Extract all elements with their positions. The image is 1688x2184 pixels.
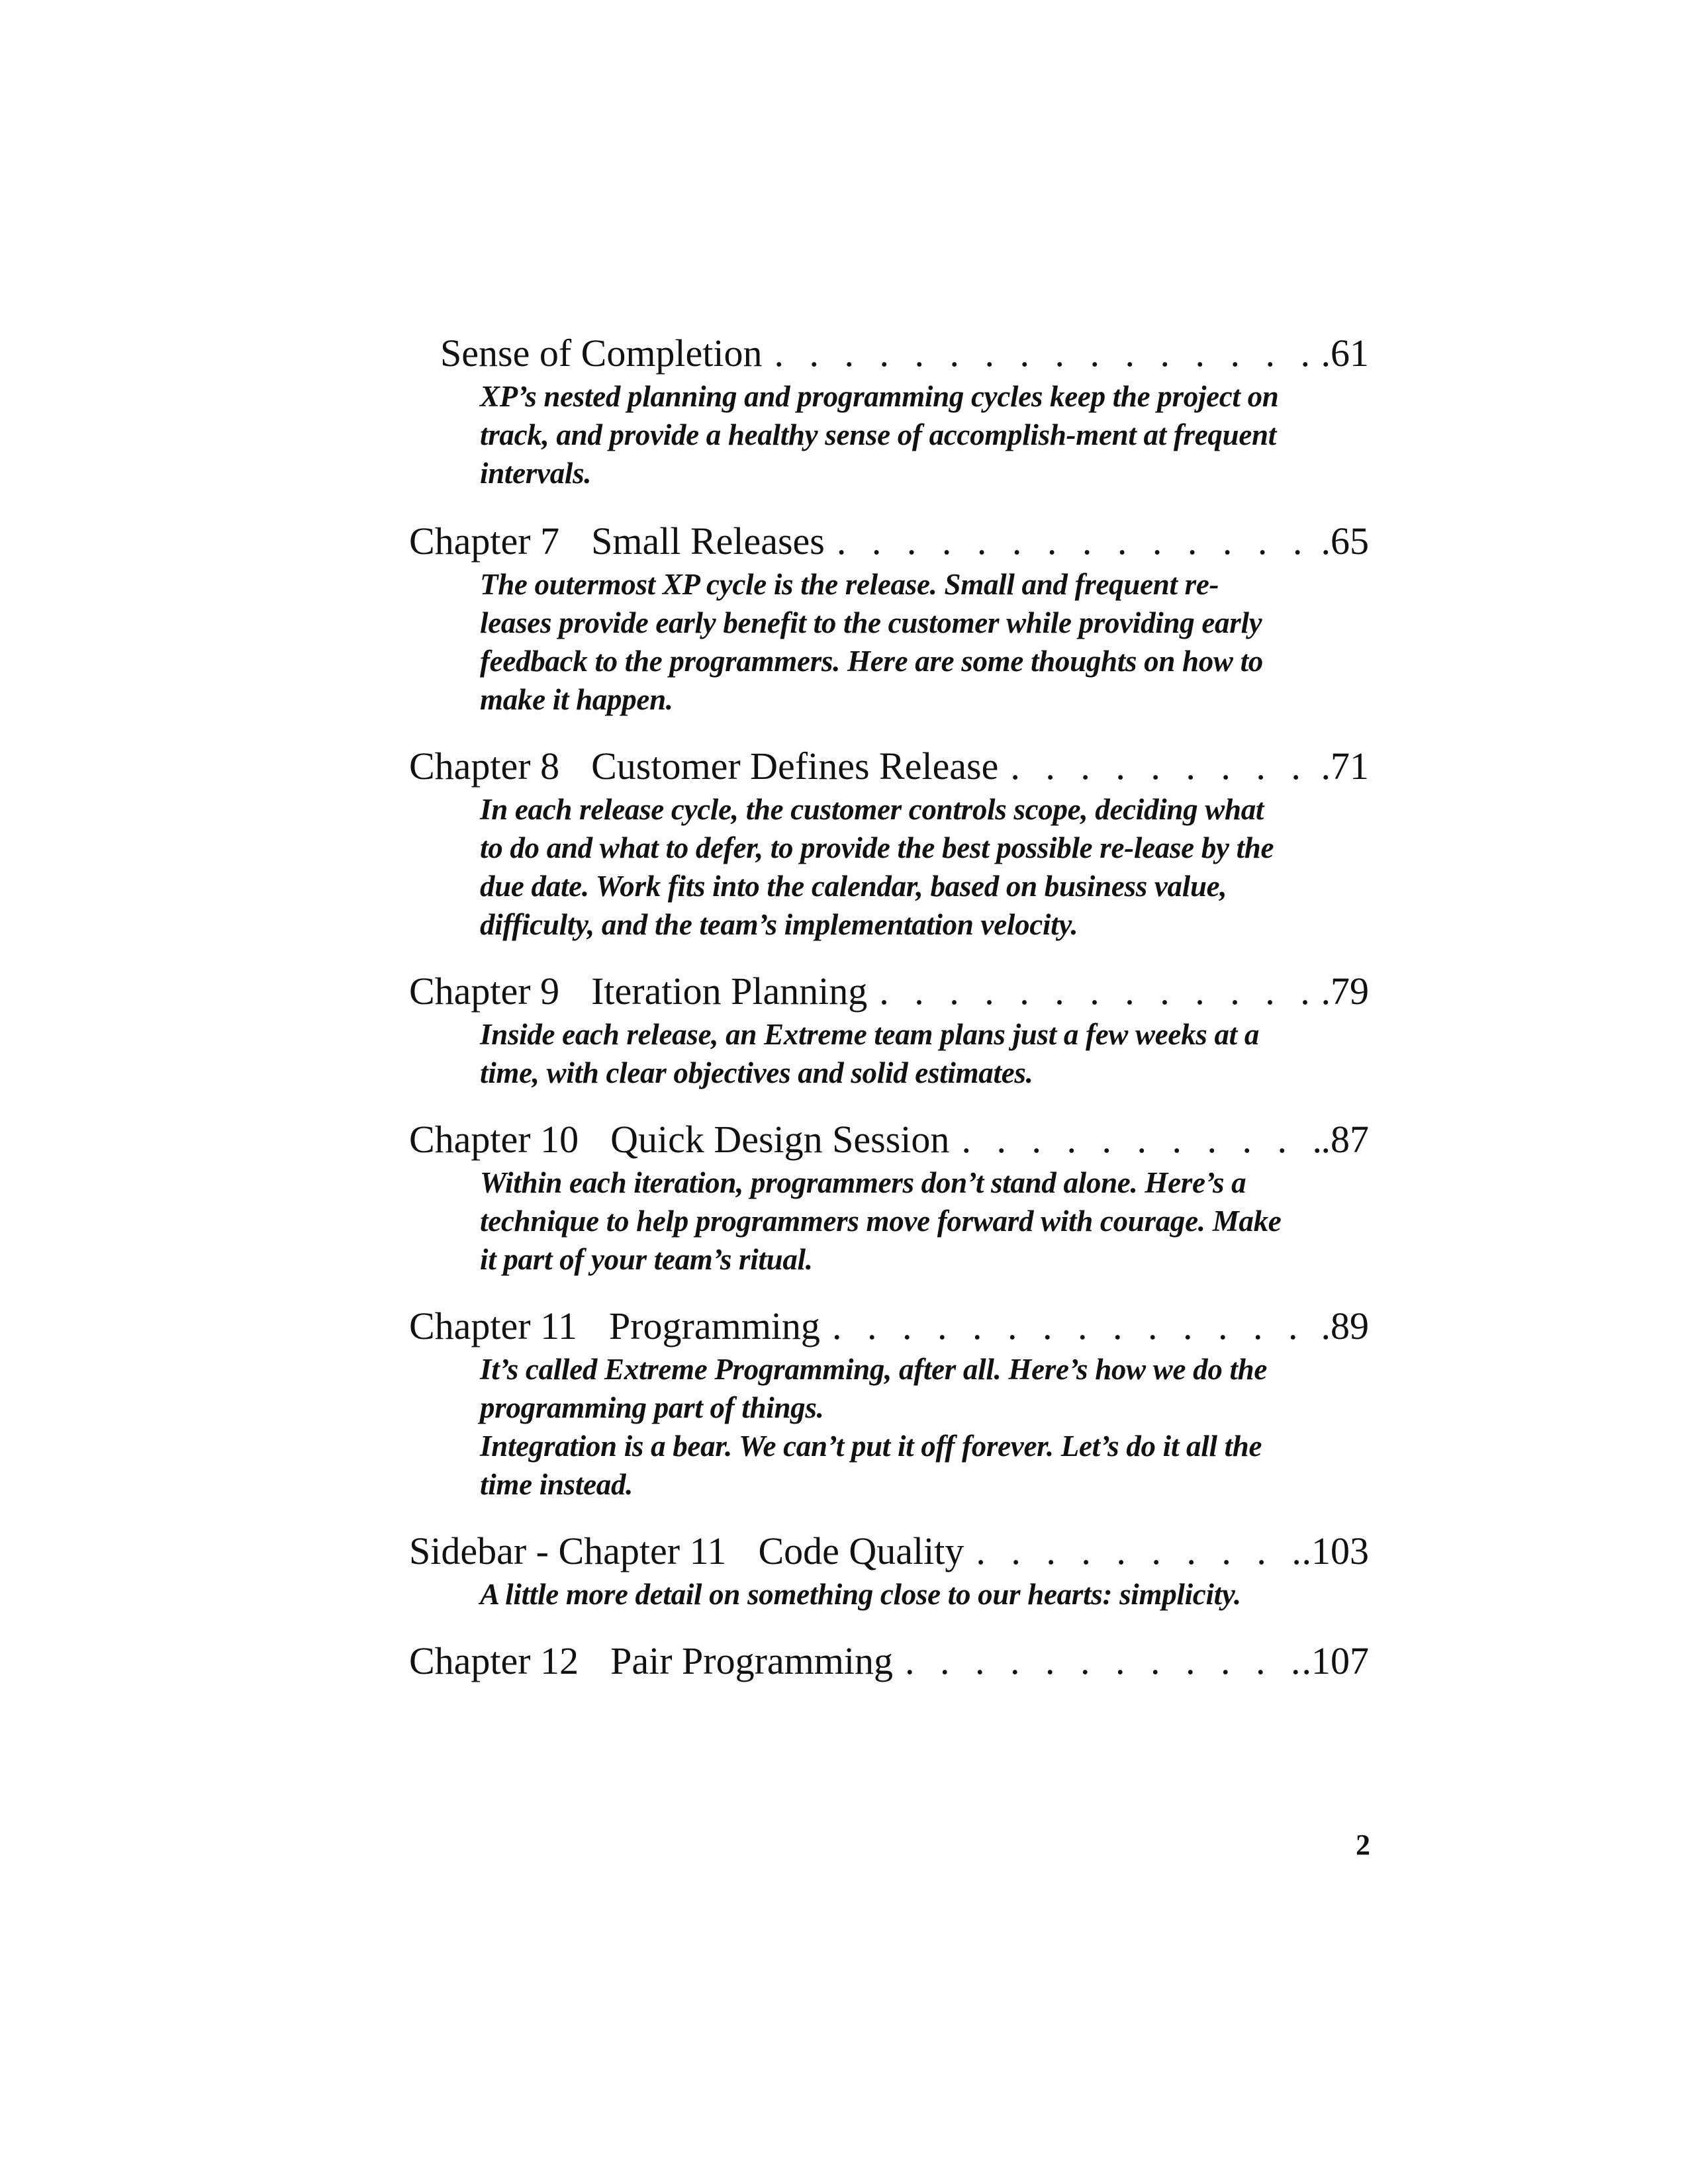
- dot-leader: [879, 968, 1321, 1015]
- toc-entry-chapter-10[interactable]: [409, 1116, 1369, 1279]
- toc-entry-heading[interactable]: [409, 1637, 1369, 1685]
- toc-entry-label: [409, 1637, 893, 1685]
- toc-entry-chapter-12[interactable]: [409, 1637, 1369, 1685]
- toc-entry-chapter: Chapter 7: [409, 520, 560, 563]
- toc-entry-title: Programming: [608, 1304, 820, 1347]
- toc-entry-page: .71: [1321, 745, 1369, 788]
- dot-leader: [837, 518, 1321, 565]
- toc-entry-heading[interactable]: [409, 1302, 1369, 1350]
- toc-entry-description: [480, 565, 1288, 719]
- toc-entry-title: Iteration Planning: [591, 970, 868, 1013]
- toc-entry-page: .61: [1321, 332, 1369, 375]
- dot-leader: [905, 1637, 1301, 1685]
- toc-entry-chapter: Chapter 10: [409, 1118, 579, 1161]
- page-number: 2: [1356, 1829, 1370, 1861]
- toc-entry-page: .79: [1321, 970, 1369, 1013]
- toc-entry-title: Sense of Completion: [440, 332, 763, 375]
- description-paragraph: Within each iteration, programmers don’t stand alone. Here’s a technique to help programmers move forward with courage. Make it part of your team’s ritual.: [480, 1166, 1282, 1276]
- toc-entry-label: [409, 743, 998, 790]
- toc-entry-label: [409, 1302, 820, 1350]
- toc-entry-title: Small Releases: [591, 520, 825, 563]
- toc-entry-heading[interactable]: [409, 1527, 1369, 1575]
- toc-entry-title: Pair Programming: [610, 1639, 894, 1682]
- dot-leader: [1010, 743, 1321, 790]
- toc-entry-title: Quick Design Session: [610, 1118, 950, 1161]
- toc-entry-chapter: Chapter 12: [409, 1639, 579, 1682]
- toc-entry-chapter: Chapter 8: [409, 745, 560, 788]
- toc-entry-heading[interactable]: [409, 330, 1369, 377]
- toc-entry-heading[interactable]: [409, 1116, 1369, 1163]
- toc-entry-chapter-8[interactable]: [409, 743, 1369, 944]
- toc-entry-page: .107: [1301, 1639, 1369, 1682]
- toc-entry-sidebar-chapter-11[interactable]: [409, 1527, 1369, 1614]
- toc-entry-description: [480, 790, 1288, 944]
- dot-leader: [976, 1527, 1301, 1575]
- toc-entry-chapter: Chapter 11: [409, 1304, 577, 1347]
- toc-entry-heading[interactable]: [409, 518, 1369, 565]
- toc-entry-description: [480, 1575, 1288, 1614]
- toc-entry-description: [480, 1350, 1288, 1504]
- toc-entry-title: Code Quality: [758, 1529, 964, 1572]
- toc-entry-page: .89: [1321, 1304, 1369, 1347]
- dot-leader: [961, 1116, 1321, 1163]
- toc-entry-description: [480, 1015, 1288, 1092]
- toc-entry-label: [409, 1527, 964, 1575]
- toc-entry-label: [409, 1116, 949, 1163]
- description-paragraph: The outermost XP cycle is the release. Small and frequent re-leases provide early benefit to the customer while providing early feedback to the programmers. Here are some thoughts on how to make it happen.: [480, 568, 1263, 716]
- toc-entry-chapter: Sidebar - Chapter 11: [409, 1529, 727, 1572]
- toc-entry-description: [480, 377, 1288, 492]
- toc-entry-heading[interactable]: [409, 968, 1369, 1015]
- description-paragraph: In each release cycle, the customer controls scope, deciding what to do and what to defer, to provide the best possible re-lease by the due date. Work fits into the calendar, based on business value, difficulty, and the team’s implementation velocity.: [480, 793, 1274, 941]
- toc-entry-chapter-9[interactable]: [409, 968, 1369, 1092]
- toc-entry-label: [409, 968, 867, 1015]
- description-paragraph: It’s called Extreme Programming, after all. Here’s how we do the programming part of things.: [480, 1353, 1268, 1424]
- toc-entry-title: Customer Defines Release: [591, 745, 999, 788]
- toc-entry-chapter: Chapter 9: [409, 970, 560, 1013]
- toc-entry-label: [409, 518, 825, 565]
- dot-leader: [832, 1302, 1321, 1350]
- description-paragraph: A little more detail on something close to our hearts: simplicity.: [480, 1578, 1241, 1611]
- toc-entry-chapter-7[interactable]: [409, 518, 1369, 719]
- toc-entry-sense-of-completion[interactable]: [409, 330, 1369, 492]
- toc-entry-chapter-11[interactable]: [409, 1302, 1369, 1504]
- toc-entry-heading[interactable]: [409, 743, 1369, 790]
- table-of-contents: [409, 330, 1369, 1685]
- toc-entry-page: .87: [1321, 1118, 1369, 1161]
- description-paragraph: XP’s nested planning and programming cycles keep the project on track, and provide a healthy sense of accomplish-ment at frequent intervals.: [480, 380, 1279, 490]
- toc-entry-page: .65: [1321, 520, 1369, 563]
- toc-entry-page: .103: [1301, 1529, 1369, 1572]
- toc-entry-description: [480, 1163, 1288, 1279]
- description-paragraph: Inside each release, an Extreme team plans just a few weeks at a time, with clear objectives and solid estimates.: [480, 1018, 1260, 1089]
- dot-leader: [774, 330, 1321, 377]
- description-paragraph: Integration is a bear. We can’t put it off forever. Let’s do it all the time instead.: [480, 1430, 1262, 1501]
